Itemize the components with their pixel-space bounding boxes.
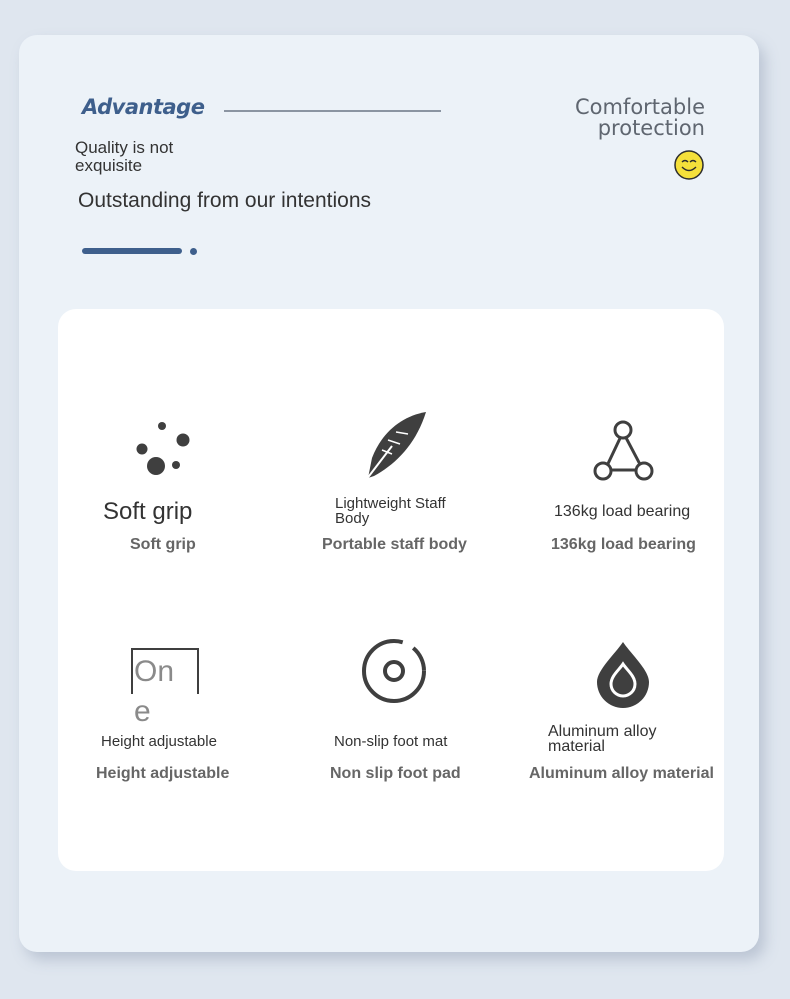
feature-label-lightweight: Lightweight Staff Body [335, 495, 446, 527]
height-box-text: One [134, 655, 175, 728]
feature-label-height: Height adjustable [101, 733, 217, 750]
outstanding-text: Outstanding from our intentions [78, 189, 371, 212]
feather-icon [362, 410, 430, 482]
feature-label-non-slip: Non-slip foot mat [334, 733, 448, 750]
accent-dot [190, 248, 197, 255]
feature-subtitle-non-slip: Non slip foot pad [330, 765, 461, 782]
accent-bar [82, 248, 182, 254]
triangle-nodes-icon [592, 420, 656, 482]
drop-icon [595, 640, 651, 708]
feature-label-load-bearing: 136kg load bearing [554, 503, 691, 520]
feature-subtitle-load-bearing: 136kg load bearing [551, 536, 696, 553]
smiley-icon [674, 150, 704, 180]
ring-target-icon [360, 637, 428, 705]
quality-text: Quality is not exquisite [75, 138, 174, 175]
feature-subtitle-portable: Portable staff body [322, 536, 467, 553]
advantage-title: Advantage [82, 95, 205, 119]
feature-label-aluminum: Aluminum alloy material [548, 723, 657, 755]
header-divider [224, 110, 441, 112]
feature-label-soft-grip: Soft grip [103, 498, 193, 525]
feature-subtitle-height: Height adjustable [96, 765, 230, 782]
dots-icon [132, 418, 192, 478]
comfortable-line2: protection [597, 116, 705, 140]
features-panel [58, 309, 724, 871]
comfortable-line1: Comfortable [574, 95, 705, 119]
feature-subtitle-soft-grip: Soft grip [130, 536, 196, 553]
comfortable-protection-text [505, 97, 705, 139]
feature-subtitle-aluminum: Aluminum alloy material [529, 765, 714, 782]
